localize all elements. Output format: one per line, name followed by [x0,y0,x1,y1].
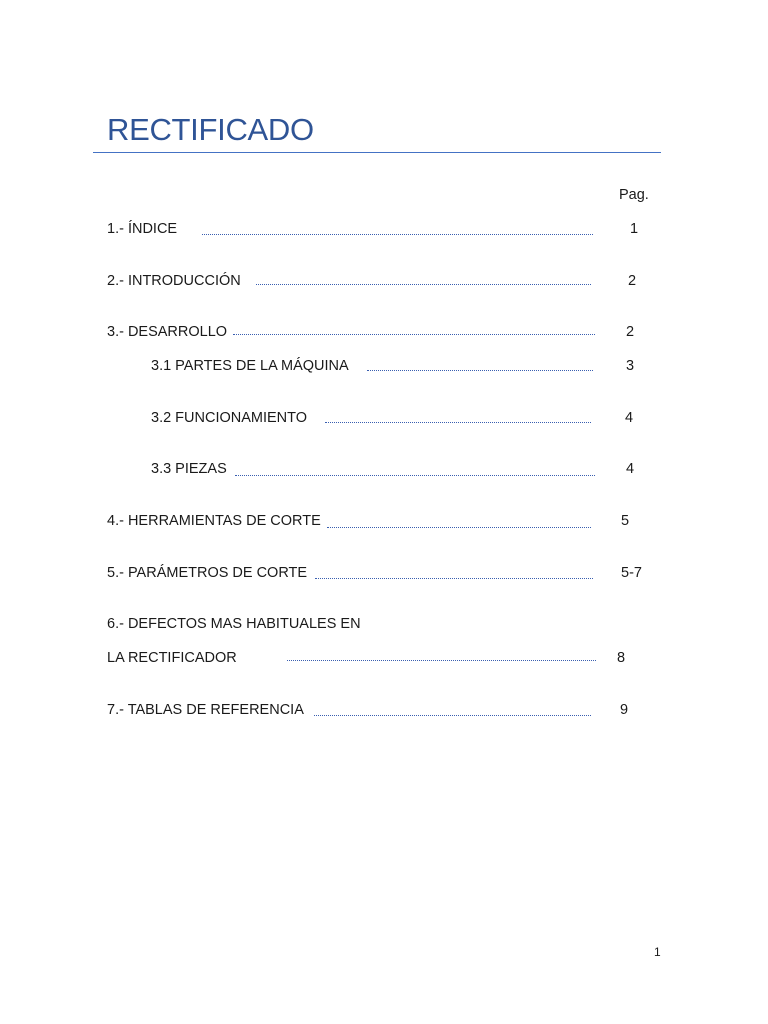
toc-entry-introduccion: 2.- INTRODUCCIÓN [107,273,241,289]
toc-page-number: 1 [630,221,639,237]
toc-leader [235,475,595,476]
toc-entry-defectos-line1: 6.- DEFECTOS MAS HABITUALES EN [107,616,361,632]
toc-page-number: 3 [626,358,635,374]
toc-leader [314,715,591,716]
toc-entry-tablas: 7.- TABLAS DE REFERENCIA [107,702,304,718]
toc-leader [287,660,596,661]
toc-page-number: 2 [626,324,635,340]
toc-page-number: 4 [625,410,634,426]
document-title: RECTIFICADO [107,112,314,147]
toc-entry-indice: 1.- ÍNDICE [107,221,178,237]
toc-entry-desarrollo: 3.- DESARROLLO [107,324,228,340]
toc-page-number: 9 [620,702,629,718]
toc-page-number: 8 [617,650,626,666]
toc-page-number: 4 [626,461,635,477]
toc-leader [202,234,593,235]
toc-leader [327,527,591,528]
footer-page-number: 1 [654,945,661,959]
toc-entry-piezas: 3.3 PIEZAS [151,461,227,477]
toc-entry-partes-maquina: 3.1 PARTES DE LA MÁQUINA [151,358,349,374]
page-column-header: Pag. [619,187,649,203]
toc-leader [367,370,593,371]
toc-page-number: 2 [628,273,637,289]
toc-entry-herramientas: 4.- HERRAMIENTAS DE CORTE [107,513,321,529]
toc-page-number: 5-7 [621,565,642,581]
toc-leader [325,422,591,423]
toc-entry-defectos-line2: LA RECTIFICADOR [107,650,237,666]
toc-leader [315,578,593,579]
toc-entry-parametros: 5.- PARÁMETROS DE CORTE [107,565,308,581]
title-underline [93,152,661,153]
toc-leader [256,284,591,285]
toc-leader [233,334,595,335]
toc-page-number: 5 [621,513,630,529]
toc-entry-funcionamiento: 3.2 FUNCIONAMIENTO [151,410,308,426]
